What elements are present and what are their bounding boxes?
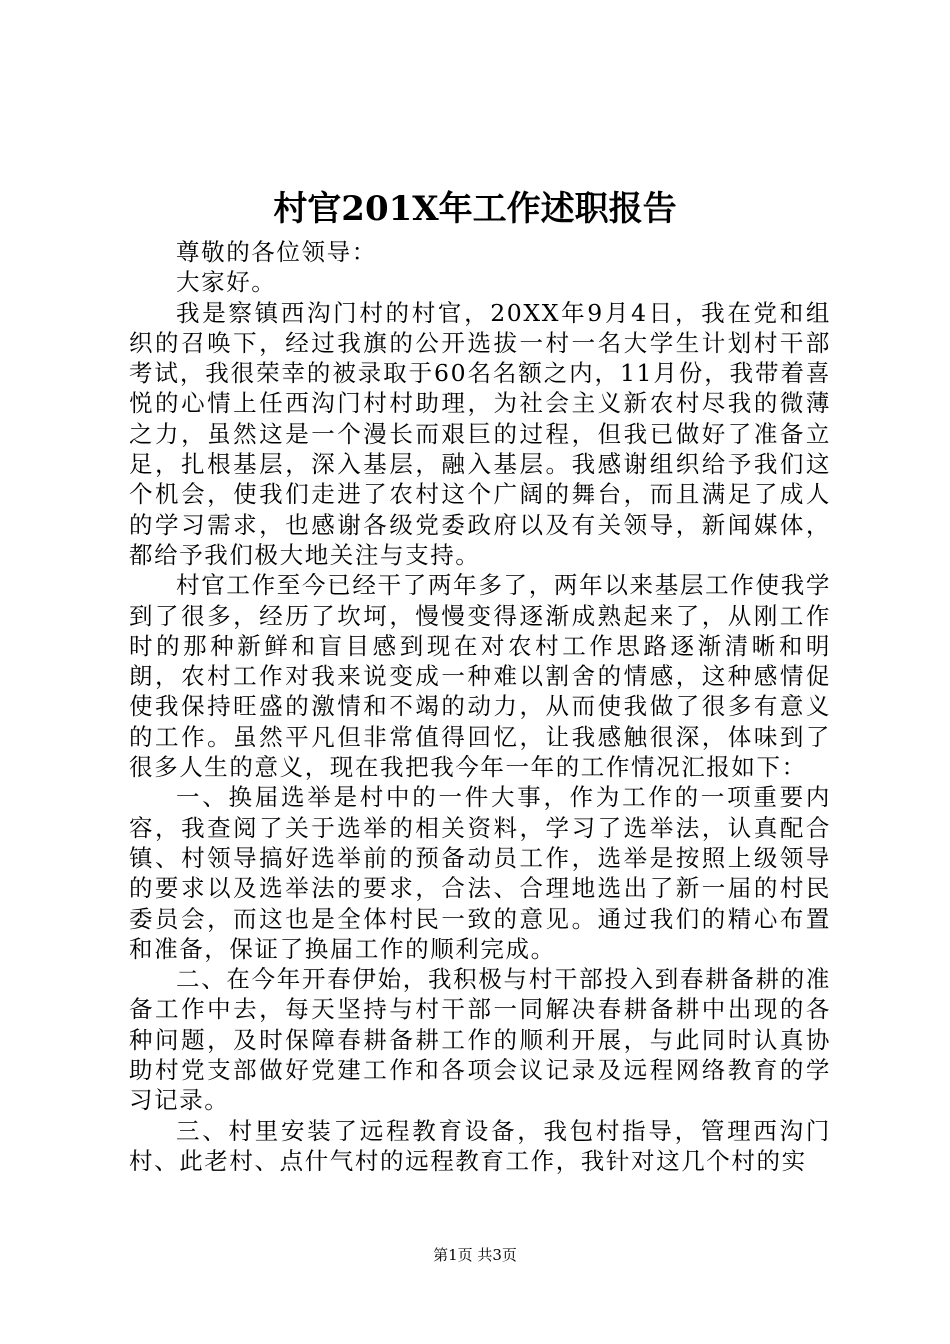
paragraph-intro: 我是察镇西沟门村的村官，20XX年9月4日，我在党和组织的召唤下，经过我旗的公开选拔一村一名大学生计划村干部考试，我很荣幸的被录取于60名名额之内，11月份，我带着喜悦的心情上任西沟门村村助理，为社会主义新农村尽我的微薄之力，虽然这是一个漫长而艰巨的过程，但我已做好了准备立足，扎根基层，深入基层，融入基层。我感谢组织给予我们这个机会，使我们走进了农村这个广阔的舞台，而且满足了成人的学习需求，也感谢各级党委政府以及有关领导，新闻媒体，都给予我们极大地关注与支持。 <box>129 298 831 569</box>
paragraph-item-one: 一、换届选举是村中的一件大事，作为工作的一项重要内容，我查阅了关于选举的相关资料，学习了选举法，认真配合镇、村领导搞好选举前的预备动员工作，选举是按照上级领导的要求以及选举法的要求，合法、合理地选出了新一届的村民委员会，而这也是全体村民一致的意见。通过我们的精心布置和准备，保证了换届工作的顺利完成。 <box>129 783 831 963</box>
paragraph-item-two: 二、在今年开春伊始，我积极与村干部投入到春耕备耕的准备工作中去，每天坚持与村干部一同解决春耕备耕中出现的各种问题，及时保障春耕备耕工作的顺利开展，与此同时认真协助村党支部做好党建工作和各项会议记录及远程网络教育的学习记录。 <box>129 965 831 1115</box>
paragraph-greeting: 大家好。 <box>176 268 277 297</box>
page-number-footer: 第1页 共3页 <box>433 1246 517 1264</box>
paragraph-salutation: 尊敬的各位领导： <box>176 238 377 266</box>
document-body <box>129 237 831 1176</box>
document-title: 村官201X年工作述职报告 <box>273 189 677 229</box>
paragraph-item-three: 三、村里安装了远程教育设备，我包村指导，管理西沟门村、此老村、点什气村的远程教育工作，我针对这几个村的实 <box>129 1116 831 1175</box>
paragraph-experience: 村官工作至今已经干了两年多了，两年以来基层工作使我学到了很多，经历了坎坷，慢慢变得逐渐成熟起来了，从刚工作时的那种新鲜和盲目感到现在对农村工作思路逐渐清晰和明朗，农村工作对我来说变成一种难以割舍的情感，这种感情促使我保持旺盛的激情和不竭的动力，从而使我做了很多有意义的工作。虽然平凡但非常值得回忆，让我感触很深，体味到了很多人生的意义，现在我把我今年一年的工作情况汇报如下： <box>129 571 831 782</box>
